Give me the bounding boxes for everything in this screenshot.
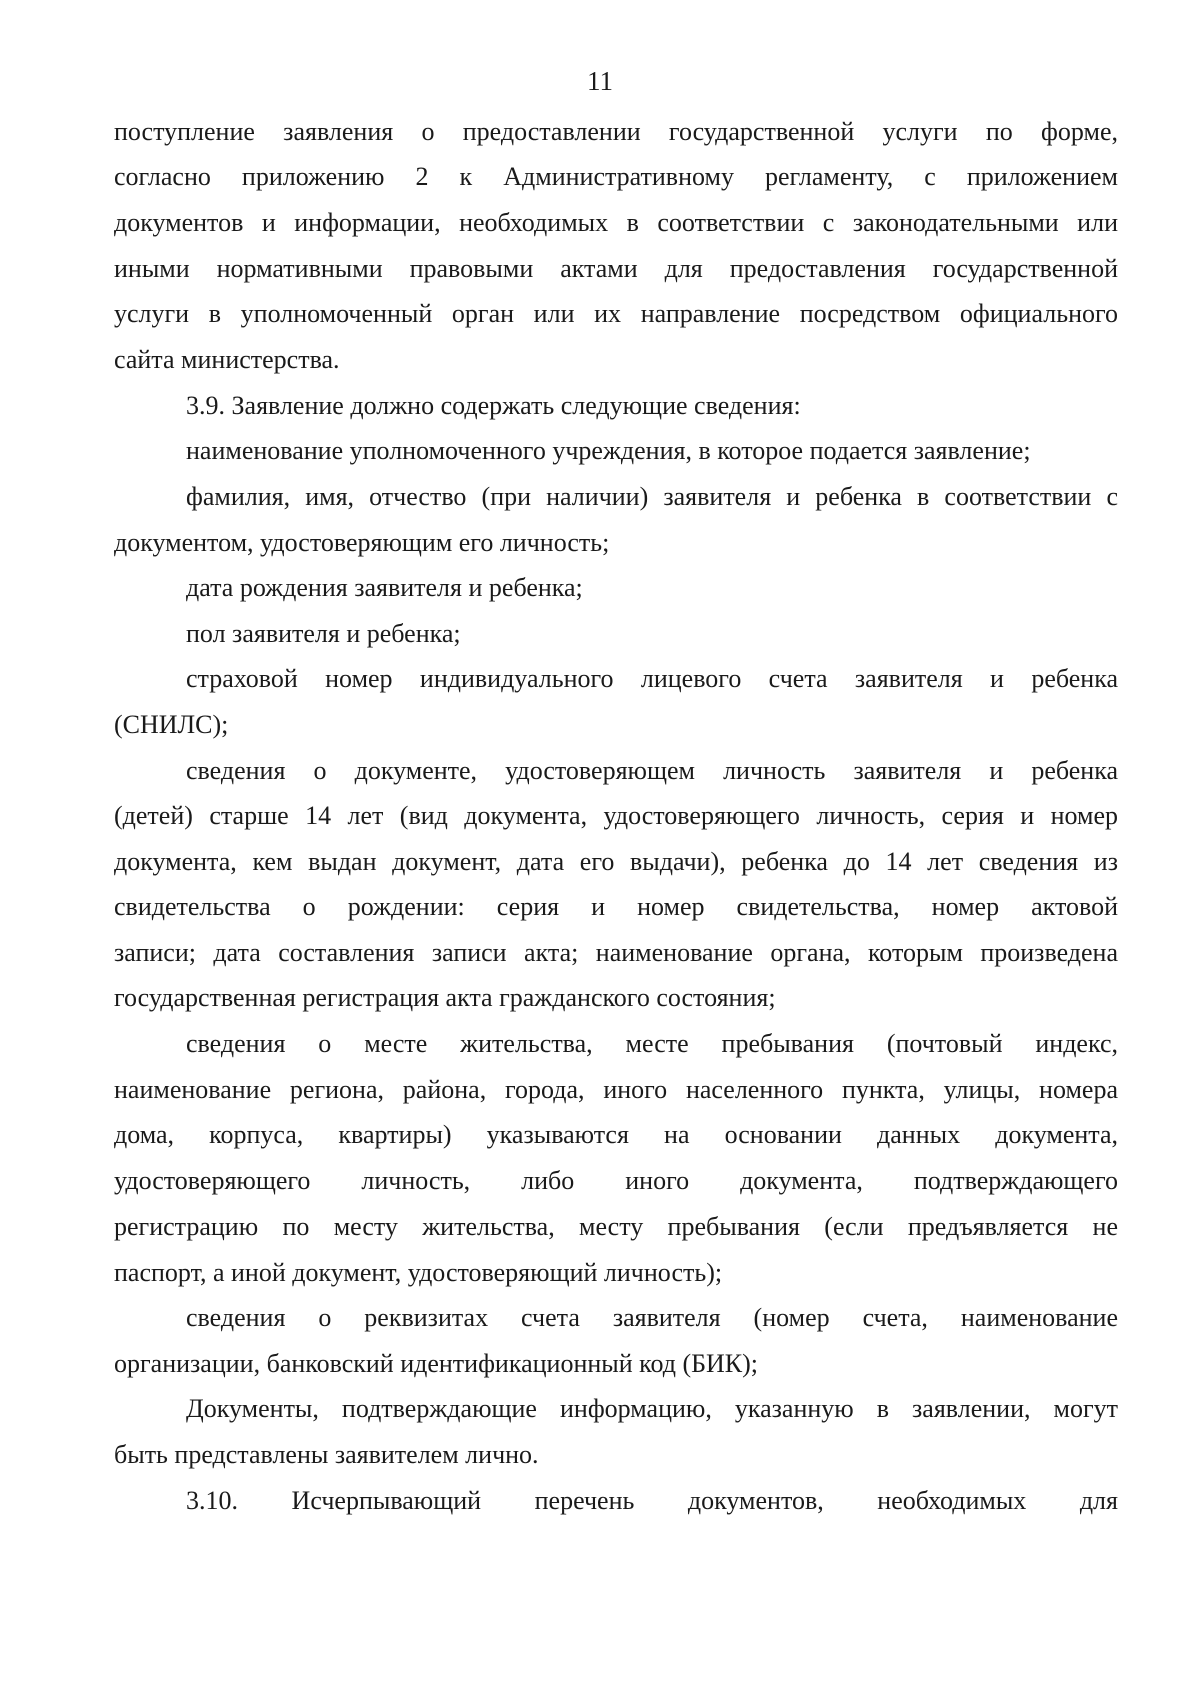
text-line: услуги в уполномоченный орган или их направление посредством официального (114, 299, 1118, 328)
section-heading: 3.9. Заявление должно содержать следующие сведения: (186, 391, 801, 420)
text-line: (детей) старше 14 лет (вид документа, удостоверяющего личность, серия и номер (114, 801, 1118, 830)
text-line: организации, банковский идентификационный код (БИК); (114, 1349, 759, 1378)
text-line: сведения о месте жительства, месте пребывания (почтовый индекс, (186, 1029, 1118, 1058)
text-line: быть представлены заявителем лично. (114, 1440, 539, 1469)
text-line: согласно приложению 2 к Административному регламенту, с приложением (114, 162, 1118, 191)
text-line: наименование уполномоченного учреждения, в которое подается заявление; (186, 436, 1031, 465)
section-heading: 3.10. Исчерпывающий перечень документов, необходимых для (186, 1486, 1118, 1515)
text-line: дома, корпуса, квартиры) указываются на основании данных документа, (114, 1120, 1118, 1149)
text-line: страховой номер индивидуального лицевого счета заявителя и ребенка (186, 664, 1118, 693)
text-line: государственная регистрация акта гражданского состояния; (114, 983, 776, 1012)
text-line: записи; дата составления записи акта; наименование органа, которым произведена (114, 938, 1118, 967)
text-line: документом, удостоверяющим его личность; (114, 528, 610, 557)
text-line: Документы, подтверждающие информацию, указанную в заявлении, могут (186, 1394, 1118, 1423)
text-line: сайта министерства. (114, 345, 340, 374)
text-line: иными нормативными правовыми актами для предоставления государственной (114, 254, 1118, 283)
text-line: документов и информации, необходимых в соответствии с законодательными или (114, 208, 1118, 237)
text-line: свидетельства о рождении: серия и номер свидетельства, номер актовой (114, 892, 1118, 921)
text-line: регистрацию по месту жительства, месту пребывания (если предъявляется не (114, 1212, 1118, 1241)
text-line: дата рождения заявителя и ребенка; (186, 573, 583, 602)
page-number: 11 (587, 66, 613, 96)
text-line: фамилия, имя, отчество (при наличии) заявителя и ребенка в соответствии с (186, 482, 1118, 511)
text-line: паспорт, а иной документ, удостоверяющий личность); (114, 1258, 723, 1287)
text-line: сведения о документе, удостоверяющем личность заявителя и ребенка (186, 756, 1118, 785)
text-line: поступление заявления о предоставлении государственной услуги по форме, (114, 117, 1118, 146)
text-line: (СНИЛС); (114, 710, 229, 739)
text-line: пол заявителя и ребенка; (186, 619, 461, 648)
text-line: наименование региона, района, города, иного населенного пункта, улицы, номера (114, 1075, 1118, 1104)
text-line: документа, кем выдан документ, дата его выдачи), ребенка до 14 лет сведения из (114, 847, 1118, 876)
text-line: сведения о реквизитах счета заявителя (номер счета, наименование (186, 1303, 1118, 1332)
text-line: удостоверяющего личность, либо иного документа, подтверждающего (114, 1166, 1118, 1195)
